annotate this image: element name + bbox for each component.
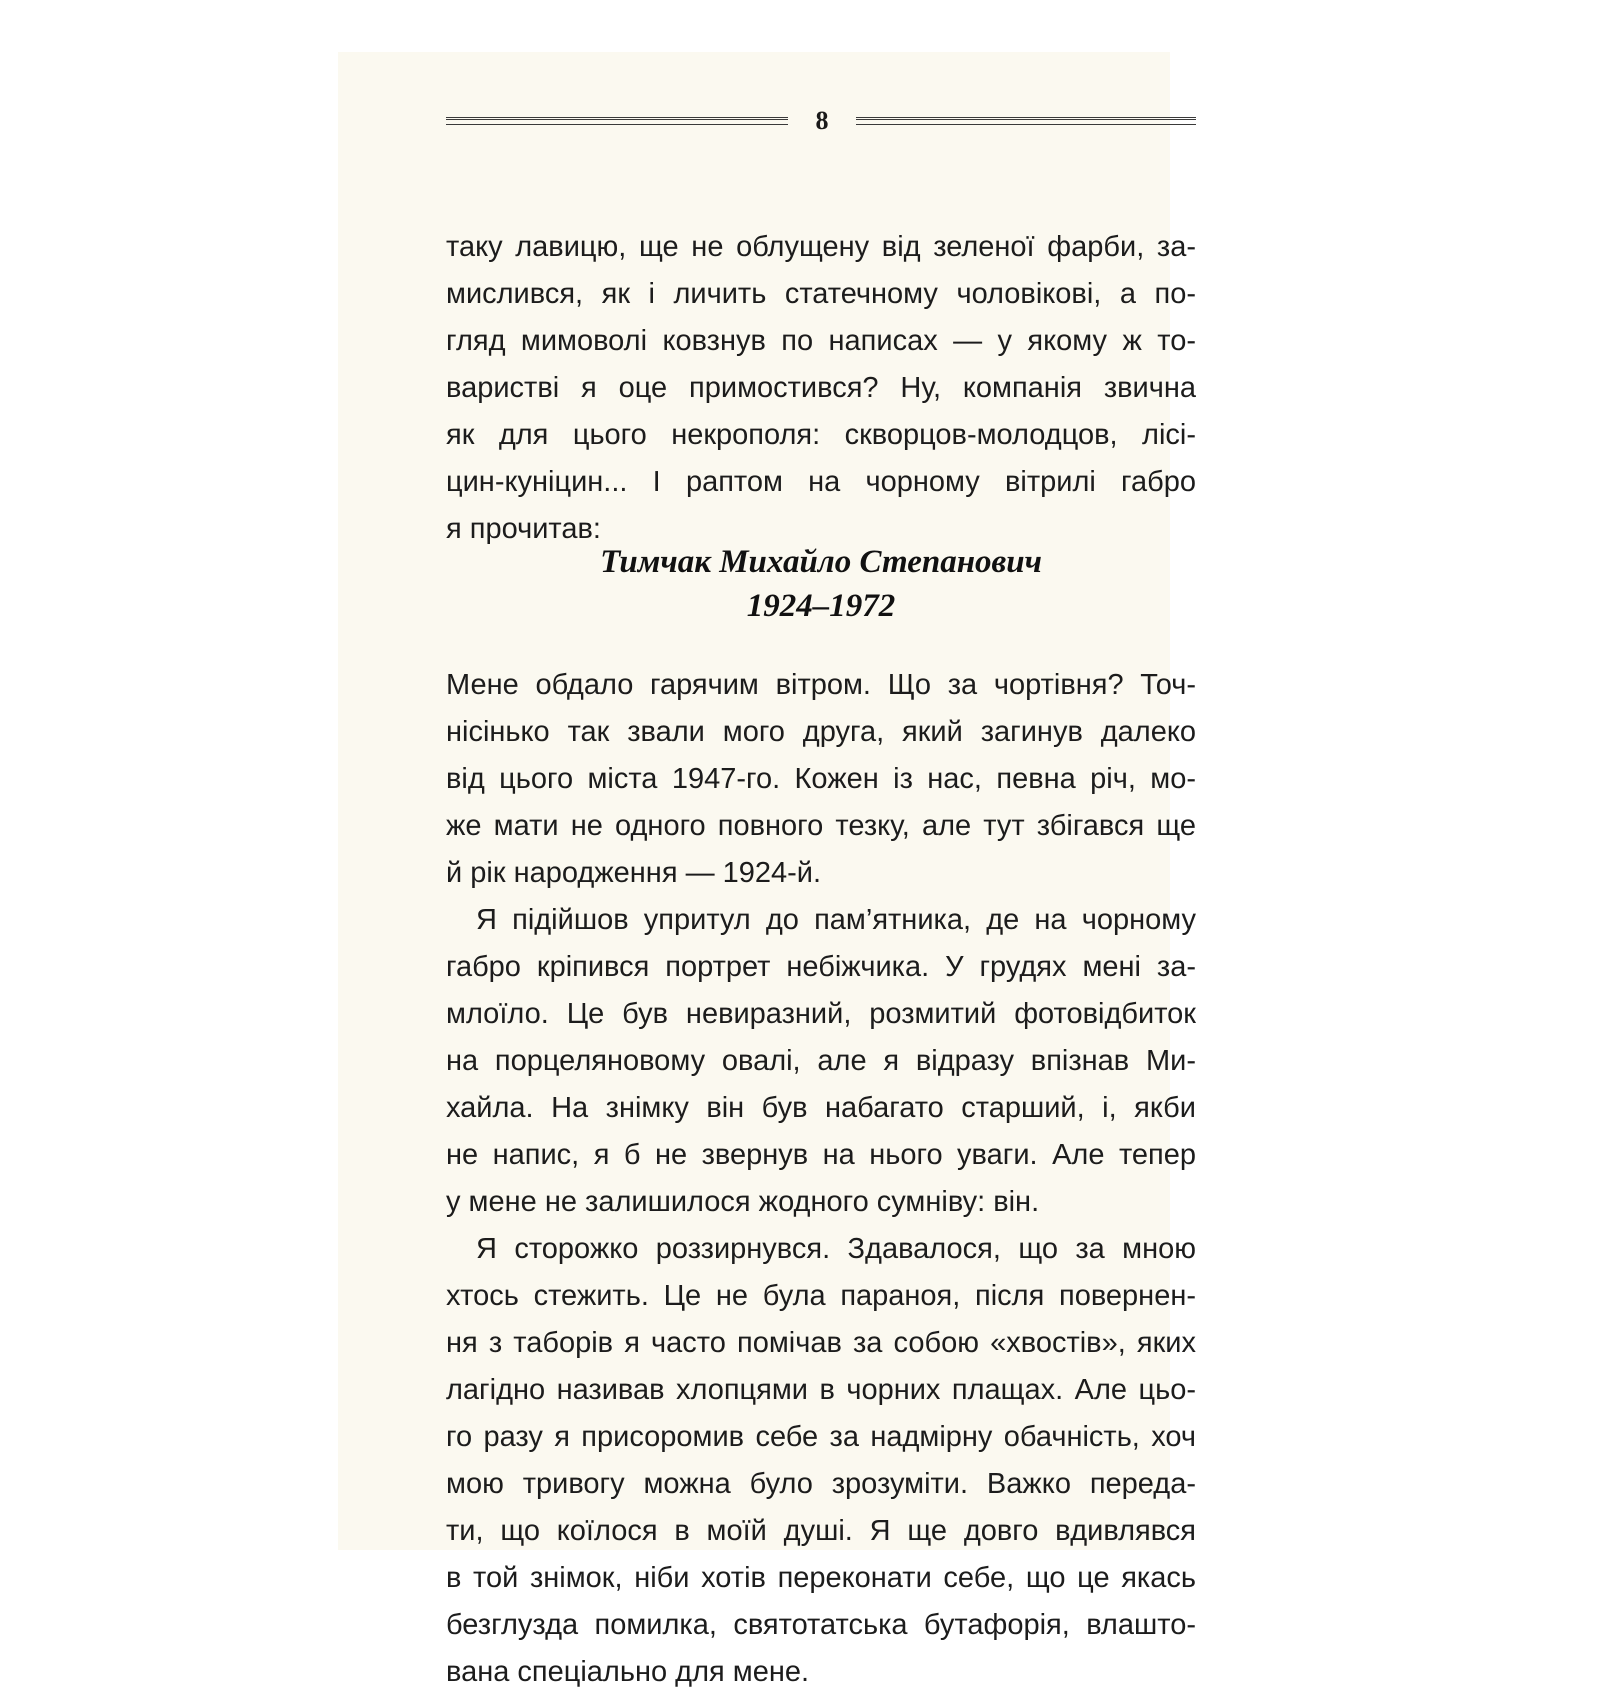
text-line: таку лавицю, ще не облущену від зеленої фарби, за- xyxy=(446,231,1196,263)
text-line: в той знімок, ніби хотів переконати себе, що це якась xyxy=(446,1562,1196,1594)
paragraph-main xyxy=(446,662,1196,1696)
text-line: ня з таборів я часто помічав за собою «хвостів», яких xyxy=(446,1327,1196,1359)
header-rule-right xyxy=(856,117,1196,125)
epitaph-name: Тимчак Михайло Степанович xyxy=(600,544,1042,580)
text-line: Я сторожко роззирнувся. Здавалося, що за мною xyxy=(476,1233,1196,1265)
text-line: нісінько так звали мого друга, який загинув далеко xyxy=(446,716,1196,748)
text-line: я прочитав: xyxy=(446,513,601,545)
text-line: гляд мимоволі ковзнув по написах — у якому ж то- xyxy=(446,325,1196,357)
text-line: хтось стежить. Це не була параноя, після повернен- xyxy=(446,1280,1196,1312)
text-line: лагідно називав хлопцями в чорних плащах. Але цьо- xyxy=(446,1374,1196,1406)
paragraph-intro xyxy=(446,224,1196,553)
text-line: ти, що коїлося в моїй душі. Я ще довго вдивлявся xyxy=(446,1515,1196,1547)
text-line: від цього міста 1947-го. Кожен із нас, певна річ, мо- xyxy=(446,763,1196,795)
text-line: цин-куніцин... І раптом на чорному вітрилі габро xyxy=(446,466,1196,498)
text-line: же мати не одного повного тезку, але тут збігався ще xyxy=(446,810,1196,842)
text-line: як для цього некрополя: скворцов-молодцов, лісі- xyxy=(446,419,1196,451)
epitaph-inscription xyxy=(446,540,1196,628)
page-number: 8 xyxy=(815,106,829,135)
text-line: млоїло. Це був невиразний, розмитий фотовідбиток xyxy=(446,998,1196,1030)
text-line: габро кріпився портрет небіжчика. У грудях мені за- xyxy=(446,951,1196,983)
text-line: вана спеціально для мене. xyxy=(446,1656,810,1688)
header-rule-left xyxy=(446,117,788,125)
text-line: го разу я присоромив себе за надмірну обачність, хоч xyxy=(446,1421,1196,1453)
text-line: хайла. На знімку він був набагато старший, і, якби xyxy=(446,1092,1196,1124)
text-line: не напис, я б не звернув на нього уваги. Але тепер xyxy=(446,1139,1196,1171)
text-line: мислився, як і личить статечному чоловікові, а по- xyxy=(446,278,1196,310)
text-line: безглузда помилка, святотатська бутафорія, влашто- xyxy=(446,1609,1196,1641)
text-line: на порцеляновому овалі, але я відразу впізнав Ми- xyxy=(446,1045,1196,1077)
book-page xyxy=(338,52,1196,1688)
text-line: Мене обдало гарячим вітром. Що за чортівня? Точ- xyxy=(446,669,1196,701)
text-line: варистві я оце примостився? Ну, компанія звична xyxy=(446,372,1196,404)
text-line: й рік народження — 1924-й. xyxy=(446,857,822,889)
text-line: мою тривогу можна було зрозуміти. Важко переда- xyxy=(446,1468,1196,1500)
epitaph-years: 1924–1972 xyxy=(746,588,896,624)
text-line: у мене не залишилося жодного сумніву: він. xyxy=(446,1186,1040,1218)
text-line: Я підійшов упритул до пам’ятника, де на чорному xyxy=(476,904,1196,936)
page-header xyxy=(446,108,1196,134)
